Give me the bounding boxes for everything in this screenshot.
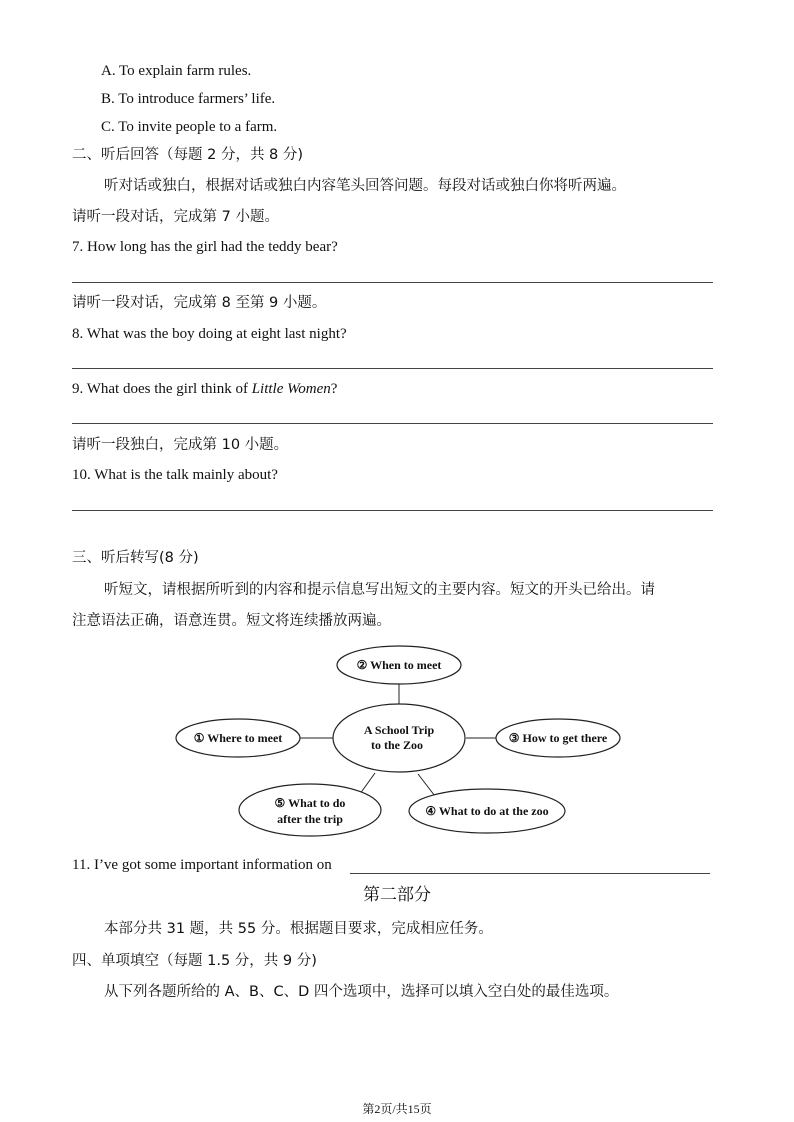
- center-label-line-1: A School Trip: [363, 723, 435, 737]
- node-when-label: ② When to meet: [356, 658, 442, 672]
- prompt-q8-9: 请听一段对话，完成第 8 至第 9 小题。: [72, 295, 327, 311]
- answer-line-7[interactable]: [72, 282, 713, 283]
- part-2-intro: 本部分共 31 题，共 55 分。根据题目要求，完成相应任务。: [104, 921, 493, 937]
- node-where-label: ① Where to meet: [193, 731, 283, 745]
- node-after-label-line-2: after the trip: [277, 812, 343, 826]
- mind-map: [0, 640, 794, 840]
- question-9-suffix: ?: [330, 381, 338, 397]
- node-how-label: ③ How to get there: [508, 731, 608, 745]
- answer-line-10[interactable]: [72, 510, 713, 511]
- section-4-heading: 四、单项填空（每题 1.5 分，共 9 分): [72, 953, 317, 969]
- section-3-instruction-line-2: 注意语法正确，语意连贯。短文将连续播放两遍。: [72, 613, 391, 629]
- section-4-instruction: 从下列各题所给的 A、B、C、D 四个选项中，选择可以填入空白处的最佳选项。: [104, 984, 619, 1000]
- question-10: 10. What is the talk mainly about?: [72, 467, 278, 483]
- answer-line-9[interactable]: [72, 423, 713, 424]
- center-label-line-2: to the Zoo: [371, 738, 423, 752]
- question-9-book-title: Little Women: [251, 381, 331, 397]
- node-zoo-label: ④ What to do at the zoo: [425, 804, 549, 818]
- prompt-q10: 请听一段独白，完成第 10 小题。: [72, 437, 289, 453]
- option-b: B. To introduce farmers’ life.: [101, 91, 276, 107]
- question-8: 8. What was the boy doing at eight last night?: [72, 326, 347, 342]
- section-2-heading: 二、听后回答（每题 2 分，共 8 分): [72, 147, 304, 163]
- option-a: A. To explain farm rules.: [101, 63, 252, 79]
- question-11: 11. I’ve got some important information on: [72, 857, 332, 873]
- prompt-q7: 请听一段对话，完成第 7 小题。: [72, 209, 279, 225]
- node-after-the-trip: [239, 784, 381, 836]
- page-footer: 第2页/共15页: [362, 1102, 432, 1116]
- answer-line-11[interactable]: [350, 873, 710, 874]
- question-7: 7. How long has the girl had the teddy bear?: [72, 239, 338, 255]
- question-9-prefix: 9. What does the girl think of: [72, 381, 252, 397]
- section-2-instruction: 听对话或独白，根据对话或独白内容笔头回答问题。每段对话或独白你将听两遍。: [104, 178, 626, 194]
- answer-line-8[interactable]: [72, 368, 713, 369]
- question-9: [72, 380, 337, 398]
- section-3-instruction-line-1: 听短文，请根据所听到的内容和提示信息写出短文的主要内容。短文的开头已给出。请: [104, 582, 655, 598]
- node-after-label-line-1: ⑤ What to do: [274, 796, 346, 810]
- section-3-heading: 三、听后转写(8 分): [72, 550, 199, 566]
- part-2-title: 第二部分: [363, 885, 431, 905]
- option-c: C. To invite people to a farm.: [101, 119, 278, 135]
